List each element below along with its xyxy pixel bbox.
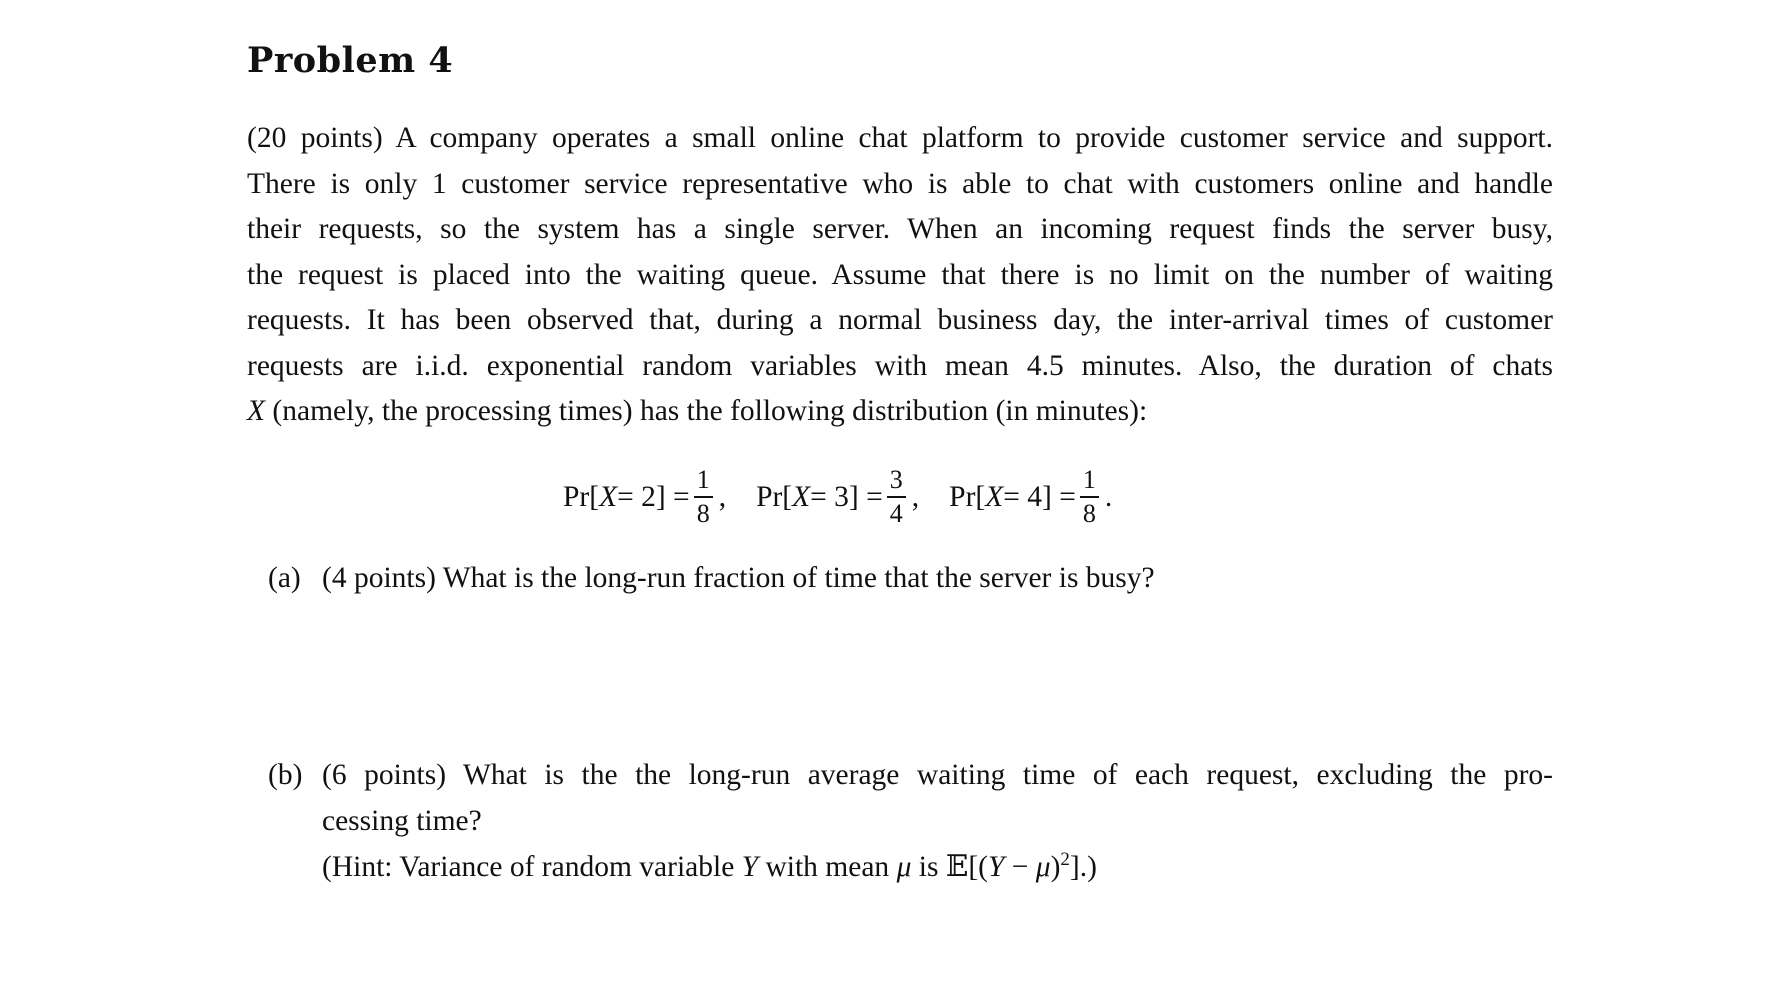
- term-separator: ,: [718, 480, 727, 513]
- fraction-numerator: 1: [1082, 465, 1096, 495]
- fraction-bar: [887, 496, 906, 498]
- hint-expr: −: [1004, 851, 1036, 883]
- statement-line: requests are i.i.d. exponential random variables with mean 4.5 minutes. Also, the duration of chats: [247, 349, 1553, 382]
- statement-line: (20 points) A company operates a small online chat platform to provide customer service and support.: [247, 122, 1553, 154]
- term-lhs: Pr[: [563, 480, 600, 513]
- statement-line: the request is placed into the waiting queue. Assume that there is no limit on the number of waiting: [247, 258, 1553, 291]
- question-b-line: (6 points) What is the the long-run average waiting time of each request, excluding the pro-: [322, 759, 1553, 791]
- fraction-denominator: 4: [889, 498, 903, 528]
- problem-title: Problem 4: [247, 40, 454, 81]
- question-b-hint: [322, 844, 1553, 891]
- hint-text: (Hint: Variance of random variable: [322, 851, 742, 883]
- hint-expr: ): [1050, 851, 1061, 883]
- hint-expr: [(: [968, 851, 988, 883]
- fraction: [887, 466, 906, 528]
- fraction-bar: [694, 496, 713, 498]
- question-a-label: (a): [268, 562, 301, 594]
- statement-line-text: (namely, the processing times) has the following distribution (in minutes):: [265, 395, 1148, 427]
- hint-variable-y: Y: [741, 851, 759, 883]
- hint-expr: ].): [1069, 851, 1097, 883]
- term-rhs: = 3] =: [810, 480, 883, 513]
- term-var: X: [985, 480, 1004, 513]
- term-lhs: Pr[: [756, 480, 793, 513]
- fraction-bar: [1080, 496, 1099, 498]
- statement-line: There is only 1 customer service representative who is able to chat with customers online and handle: [247, 167, 1553, 200]
- question-b-body: [322, 753, 1553, 891]
- fraction-numerator: 1: [696, 465, 710, 495]
- term-lhs: Pr[: [949, 480, 986, 513]
- question-a-body: [322, 556, 1553, 602]
- question-b-line: cessing time?: [322, 804, 482, 837]
- question-a-text: (4 points) What is the long-run fraction of time that the server is busy?: [322, 562, 1155, 594]
- statement-line-last: [247, 389, 1553, 435]
- fraction-numerator: 3: [889, 465, 903, 495]
- hint-expr-y: Y: [987, 851, 1005, 883]
- term-separator: .: [1104, 480, 1113, 513]
- hint-text: is: [911, 851, 946, 883]
- distribution-term: [949, 466, 1142, 528]
- fraction: [1080, 466, 1099, 528]
- hint-mu: μ: [896, 851, 912, 883]
- variable-x: X: [247, 395, 266, 427]
- term-var: X: [599, 480, 618, 513]
- problem-statement: [247, 116, 1553, 435]
- term-separator: ,: [911, 480, 920, 513]
- term-rhs: = 2] =: [617, 480, 690, 513]
- distribution-term: [563, 466, 756, 528]
- statement-line: requests. It has been observed that, during a normal business day, the inter-arrival times of customer: [247, 304, 1553, 336]
- distribution-term: [756, 466, 949, 528]
- hint-expr-mu: μ: [1035, 851, 1051, 883]
- fraction-denominator: 8: [696, 498, 710, 528]
- fraction: [694, 466, 713, 528]
- hint-exponent: 2: [1060, 849, 1070, 871]
- hint-text: with mean: [758, 851, 897, 883]
- distribution-equation: [563, 462, 1142, 532]
- fraction-denominator: 8: [1082, 498, 1096, 528]
- question-a: [268, 556, 1553, 602]
- hint-expectation-symbol: 𝔼: [945, 849, 969, 883]
- question-b-label: (b): [268, 759, 303, 791]
- statement-line: their requests, so the system has a single server. When an incoming request finds the server busy,: [247, 213, 1553, 245]
- term-var: X: [792, 480, 811, 513]
- term-rhs: = 4] =: [1003, 480, 1076, 513]
- question-b: [268, 753, 1553, 891]
